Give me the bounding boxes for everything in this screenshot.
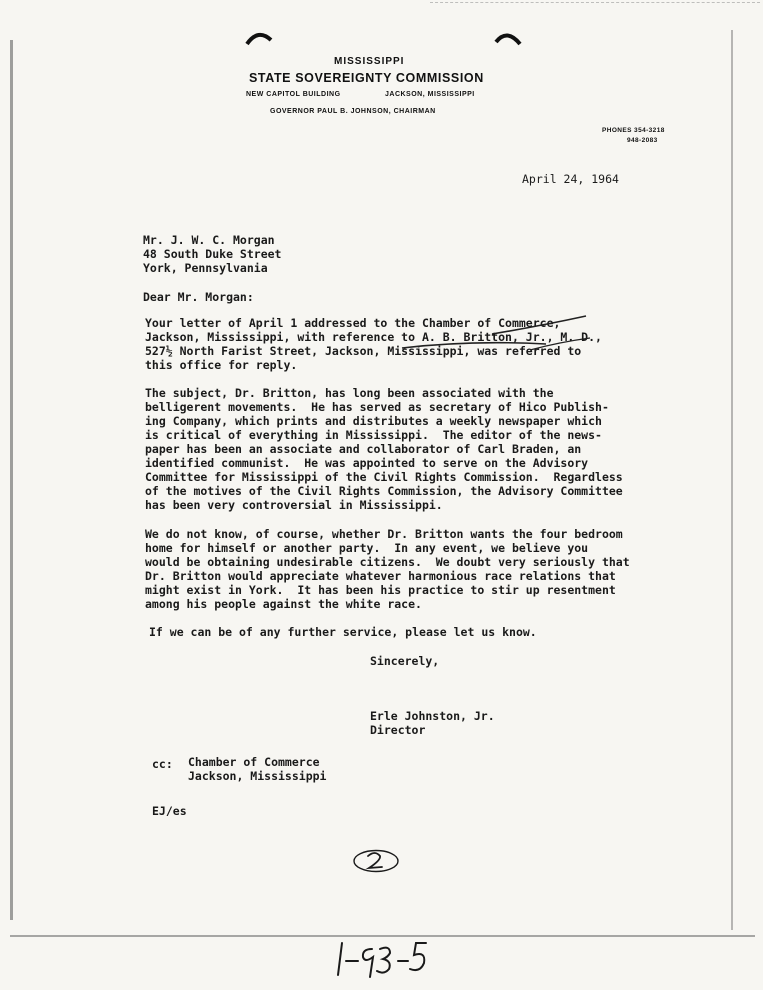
paragraph-2: The subject, Dr. Britton, has long been associated with the belligerent movements. He has served as secretary of Hico Publish- ing Company, which prints and distributes a weekly newspaper which is critical of everything in Mississippi. The editor of the news- paper has been an associate and collaborator of Carl Braden, an identified communist. He was appointed to serve on the Advisory Committee for Mississippi of the Civil Rights Commission. Regardless of the motives of the Civil Rights Commission, the Advisory Committee has been very controversial in Mississippi. [145,386,623,512]
letterhead-phones: PHONES 354-3218 [602,127,665,134]
cc-label: cc: [152,757,173,771]
paragraph-4: If we can be of any further service, please let us know. [149,625,537,639]
letterhead-address-left: NEW CAPITOL BUILDING [246,91,341,98]
letterhead-right-arc-icon [493,30,523,46]
salutation: Dear Mr. Morgan: [143,290,254,304]
letterhead-commission: STATE SOVEREIGNTY COMMISSION [249,71,484,85]
signature-block: Erle Johnston, Jr. Director [370,709,495,737]
page-edge-top [430,2,760,3]
cc-recipients: Chamber of Commerce Jackson, Mississippi [188,755,327,783]
paragraph-1: Your letter of April 1 addressed to the Chamber of Commerce, Jackson, Mississippi, with reference to A. B. Britton, Jr., M. D., 527½ North Farist Street, Jackson, Mississippi, was referred to this office for reply. [145,316,602,372]
handwritten-file-number [334,935,434,983]
letterhead-phones-2: 948-2083 [627,137,658,144]
letterhead-address-right: JACKSON, MISSISSIPPI [385,91,475,98]
typist-initials: EJ/es [152,804,187,818]
page-edge-right [731,30,733,930]
handwritten-page-marker [351,848,401,874]
closing: Sincerely, [370,654,440,668]
letterhead-state: MISSISSIPPI [334,56,405,67]
pen-underline-mark [400,338,550,354]
letterhead-chairman: GOVERNOR PAUL B. JOHNSON, CHAIRMAN [270,108,436,115]
inside-address: Mr. J. W. C. Morgan 48 South Duke Street York, Pennsylvania [143,233,282,275]
letter-date: April 24, 1964 [522,172,619,186]
page-edge-left [10,40,13,920]
paragraph-3: We do not know, of course, whether Dr. Britton wants the four bedroom home for himself or another party. In any event, we believe you would be obtaining undesirable citizens. We doubt very seriously that Dr. Britton would appreciate whatever harmonious race relations that might exist in York. It has been his practice to stir up resentment among his people against the white race. [145,527,630,611]
letterhead-left-arc-icon [244,30,274,46]
